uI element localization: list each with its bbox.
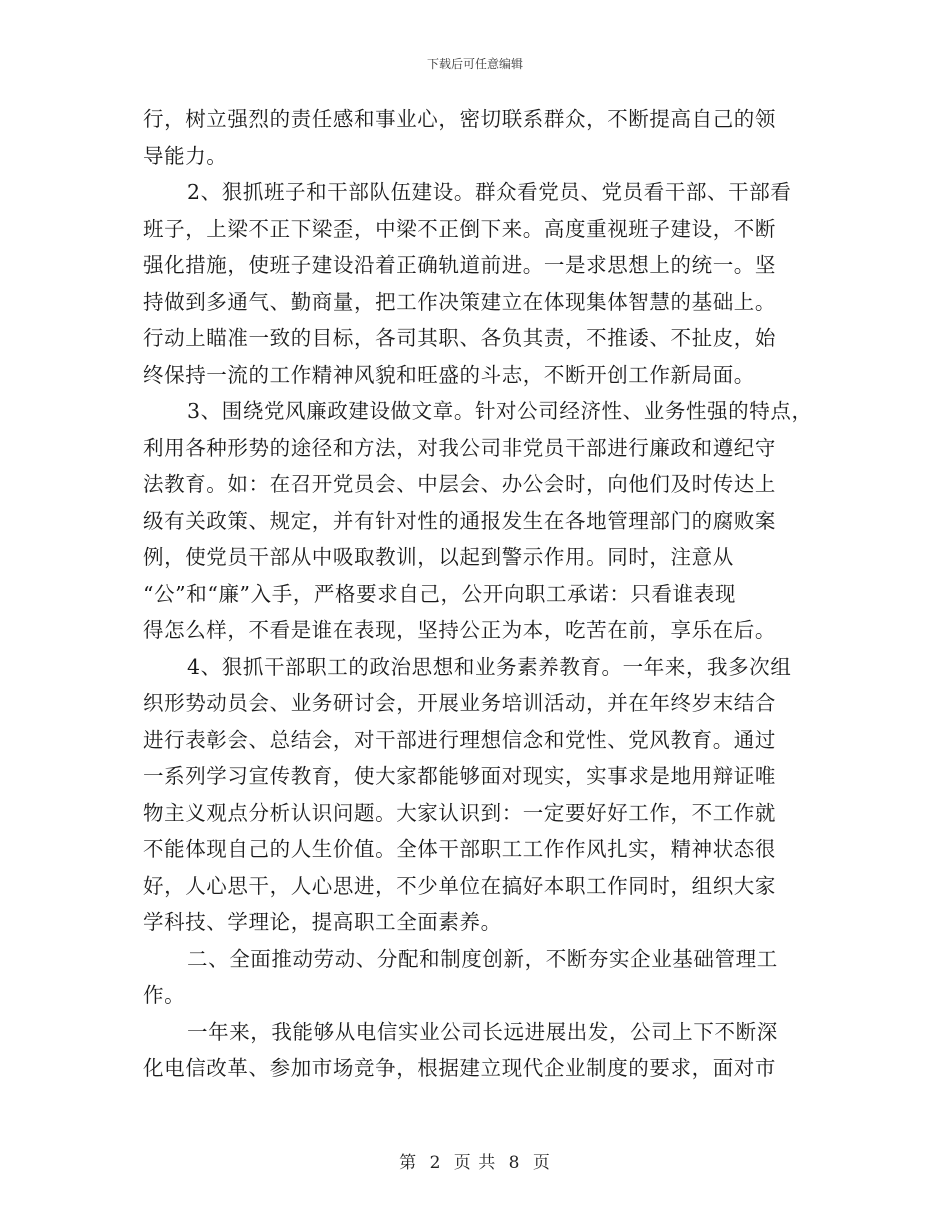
text-line: 得怎么样，不看是谁在表现，坚持公正为本，吃苦在前，享乐在后。 (143, 618, 776, 642)
text-line: 持做到多通气、勤商量，把工作决策建立在体现集体智慧的基础上。 (143, 289, 776, 314)
header-note: 下载后可任意编辑 (426, 57, 523, 71)
text-line: 一年来，我能够从电信实业公司长远进展出发，公司上下不断深 (187, 1019, 778, 1044)
text-line: 学科技、学理论，提高职工全面素养。 (143, 910, 502, 934)
text-line: 行，树立强烈的责任感和事业心，密切联系群众，不断提高自己的领 (143, 107, 776, 131)
text-line: 好，人心思干，人心思进，不少单位在搞好本职工作同时，组织大家 (143, 873, 776, 898)
text-line: 不能体现自己的人生价值。全体干部职工工作作风扎实，精神状态很 (143, 837, 776, 861)
text-line: 化电信改革、参加市场竞争，根据建立现代企业制度的要求，面对市 (143, 1056, 776, 1080)
text-line: 作。 (143, 983, 186, 1007)
text-line: 二、全面推动劳动、分配和制度创新，不断夯实企业基础管理工 (187, 946, 778, 971)
text-line: 利用各种形势的途径和方法，对我公司非党员干部进行廉政和遵纪守 (143, 435, 776, 460)
text-line: 终保持一流的工作精神风貌和旺盛的斗志，不断开创工作新局面。 (143, 362, 755, 387)
text-line: “公”和“廉”入手，严格要求自己，公开向职工承诺：只看谁表现 (143, 581, 736, 606)
text-line: 导能力。 (143, 143, 228, 168)
text-line: 4、狠抓干部职工的政治思想和业务素养教育。一年来，我多次组 (187, 654, 792, 679)
text-line: 级有关政策、规定，并有针对性的通报发生在各地管理部门的腐败案 (143, 508, 776, 533)
text-line: 例，使党员干部从中吸取教训，以起到警示作用。同时，注意从 (143, 545, 734, 569)
footer-prefix: 第 (399, 1153, 418, 1173)
body-text (143, 101, 823, 1087)
text-line: 3、围绕党风廉政建设做文章。针对公司经济性、业务性强的特点， (187, 399, 813, 423)
text-line: 法教育。如：在召开党员会、中层会、办公会时，向他们及时传达上 (143, 472, 776, 496)
text-line: 2、狠抓班子和干部队伍建设。群众看党员、党员看干部、干部看 (187, 180, 792, 204)
current-page-number: 2 (429, 1153, 442, 1173)
text-line: 一系列学习宣传教育，使大家都能够面对现实，实事求是地用辩证唯 (143, 764, 776, 788)
text-line: 班子，上梁不正下梁歪，中梁不正倒下来。高度重视班子建设，不断 (143, 216, 776, 241)
text-line: 强化措施，使班子建设沿着正确轨道前进。一是求思想上的统一。坚 (143, 253, 776, 277)
page-footer (0, 1148, 950, 1173)
footer-suffix: 页 (532, 1153, 551, 1173)
text-line: 织形势动员会、业务研讨会，开展业务培训活动，并在年终岁末结合 (143, 691, 776, 715)
text-line: 行动上瞄准一致的目标，各司其职、各负其责，不推诿、不扯皮，始 (143, 326, 776, 350)
footer-middle: 页 共 (453, 1153, 497, 1173)
text-line: 物主义观点分析认识问题。大家认识到：一定要好好工作，不工作就 (143, 800, 776, 825)
total-pages-number: 8 (508, 1153, 521, 1173)
text-line: 进行表彰会、总结会，对干部进行理想信念和党性、党风教育。通过 (143, 727, 776, 752)
